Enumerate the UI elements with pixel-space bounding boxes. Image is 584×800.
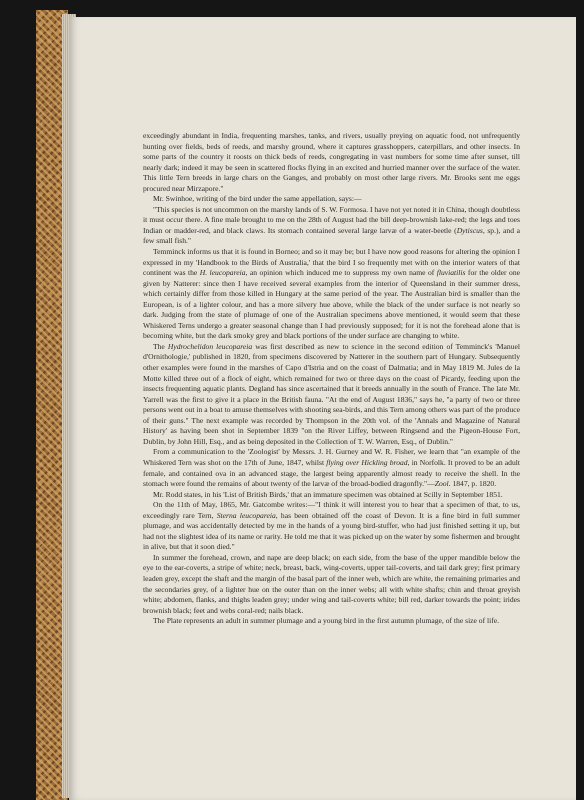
paragraph: In summer the forehead, crown, and nape are deep black; on each side, from the base of the upper mandible below the eye to the ear-coverts, a stripe of white; neck, breast, back, wing-coverts, upper tail-coverts, and tail dark grey; first primary leaden grey, except the shaft and the margin of the basal part of the inner web, which are white, the remaining primaries and the secondaries grey, of a lighter hue on the outer than on the inner webs; all with white shafts; chin and throat greyish white; abdomen, flanks, and thighs leaden grey; under wing and tail-coverts white; bill red, darker towards the point; irides brownish black; feet and webs coral-red; nails black. [143, 552, 521, 615]
paragraph: On the 11th of May, 1865, Mr. Gatcombe writes:—"I think it will interest you to hear that a specimen of that, to us, exceedingly rare Tern, Sterna leucopareia, has been obtained off the coast of Devon. It is a fine bird in full summer plumage, and was accidentally detected by me in the hands of a young bird-stuffer, who had just finished setting it up, but had not the slightest idea of its name or rarity. He told me that it was picked up on the water by some fishermen and brought in alive, but that it soon died." [143, 500, 520, 552]
paragraph: Temminck informs us that it is found in Borneo; and so it may be; but I have now good reasons for altering the opinion I expressed in my 'Handbook to the Birds of Australia,' that the bird I so frequently met with on the interior waters of that continent was the H. leucopareia, an opinion which induced me to suppress my own name of fluviatilis for the older one given by Natterer: since then I have received several examples from the interior of Queensland in their summer dress, which certainly differ from those killed in Hungary at the same period of the year. The Australian bird is smaller than the European, is of a lighter colour, and has a more silvery hue above, while the black of the under surface is not nearly so dark. Judging from the state of plumage of one of the Australian specimens above mentioned, it would seem that these Whiskered Terns undergo a greater seasonal change than I had previously supposed; for it is not the forehead alone that is becoming white, but the dark smoky grey and black portions of the under surface are changing to white. [143, 247, 520, 341]
paragraph: exceedingly abundant in India, frequenting marshes, tanks, and rivers, usually preying on aquatic food, not unfrequently hunting over fields, beds of reeds, and marshy ground, where it captures grasshoppers, caterpillars, and other insects. In some parts of the country it roosts on thick beds of reeds, congregating in vast numbers for some time after sunset, till nearly dark; indeed it may be seen in scattered flocks flying in an excited and hurried manner over the surface of the water. This little Tern breeds in large chars on the Ganges, and probably on most other large rivers. Mr. Brooks sent me eggs procured near Mirzapore." [143, 131, 520, 193]
paragraph: From a communication to the 'Zoologist' by Messrs. J. H. Gurney and W. R. Fisher, we learn that "an example of the Whiskered Tern was shot on the 17th of June, 1847, whilst flying over Hickling broad, in Norfolk. It proved to be an adult female, and contained ova in an advanced stage, the largest being apparently almost ready to receive the shell. In the stomach were found the remains of about twenty of the larvæ of the broad-bodied dragonfly."—Zool. 1847, p. 1820. [143, 447, 520, 489]
paragraph: "This species is not uncommon on the marshy lands of S. W. Formosa. I have not yet noted it in China, though doubtless it must occur there. A fine male brought to me on the 28th of August had the bill deep-brownish lake-red; the legs and toes Indian or madder-red, and black claws. Its stomach contained several large larvæ of a water-beetle (Dytiscus, sp.), and a few small fish." [143, 204, 520, 246]
paragraph: Mr. Swinhoe, writing of the bird under the same appellation, says:— [153, 194, 362, 204]
book-page [69, 17, 576, 800]
paragraph: Mr. Rodd states, in his 'List of British Birds,' that an immature specimen was obtained at Scilly in September 1851. [153, 489, 503, 499]
page-text-block [143, 131, 520, 627]
paragraph: The Plate represents an adult in summer plumage and a young bird in the first autumn plumage, of the size of life. [153, 616, 500, 626]
paragraph: The Hydrochelidon leucopareia was first described as new to science in the second edition of Temminck's 'Manuel d'Ornithologie,' published in 1820, from specimens discovered by Natterer in the southern part of Hungary. Subsequently other examples were found in the marshes of Capo d'Istria and on the coast of Dalmatia; and in May 1819 M. Jules de la Motte killed three out of a flock of eight, which remained for two or three days on the coast of Picardy, feeding upon the insects frequenting aquatic plants. Degland has since ascertained that it breeds annually in the south of France. The late Mr. Yarrell was the first to give it a place in the British fauna. "At the end of August 1836," says he, "a party of two or three persons went out in a boat to amuse themselves with shooting sea-birds, and this Tern among others was part of the produce of their guns." The next example was recorded by Thompson in the 20th vol. of the 'Annals and Magazine of Natural History' as having been shot in September 1839 "on the River Liffey, between Ringsend and the Pigeon-House Fort, Dublin, by John Hill, Esq., and as being deposited in the Collection of T. W. Warren, Esq., of Dublin." [143, 341, 520, 446]
